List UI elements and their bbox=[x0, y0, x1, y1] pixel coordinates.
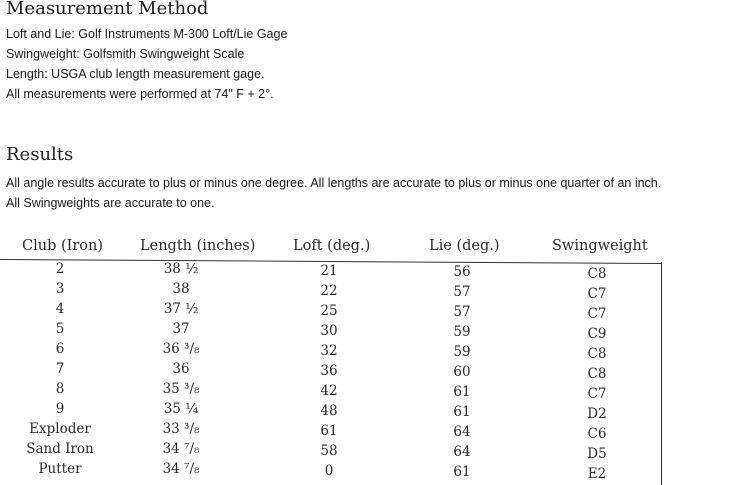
swingweight-cell: E2 bbox=[587, 466, 607, 482]
lie-cell: 61 bbox=[453, 404, 471, 420]
club-cell: 8 bbox=[55, 381, 65, 397]
club-cell: 7 bbox=[55, 361, 65, 377]
swingweight-column bbox=[570, 259, 624, 482]
club-cell: Putter bbox=[38, 461, 82, 477]
lie-cell: 60 bbox=[453, 364, 471, 380]
club-cell: 4 bbox=[55, 301, 65, 317]
swingweight-cell: C7 bbox=[587, 286, 607, 302]
loft-cell: 42 bbox=[320, 383, 338, 399]
lie-cell: 56 bbox=[453, 264, 471, 280]
lie-column bbox=[434, 259, 490, 479]
lie-cell: 61 bbox=[453, 384, 471, 400]
table-right-border bbox=[661, 262, 662, 485]
length-cell: 35 ³/₈ bbox=[162, 381, 200, 397]
results-heading: Results bbox=[6, 144, 74, 165]
length-cell: 38 bbox=[172, 281, 190, 297]
header-lie: Lie (deg.) bbox=[429, 238, 500, 254]
club-cell: 9 bbox=[55, 401, 65, 417]
lie-cell: 64 bbox=[453, 424, 471, 440]
swingweight-cell: C9 bbox=[587, 326, 607, 342]
club-cell: 6 bbox=[55, 341, 65, 357]
length-cell: 34 ⁷/₈ bbox=[162, 441, 200, 457]
method-line-swingweight: Swingweight: Golfsmith Swingweight Scale bbox=[6, 47, 245, 61]
loft-cell: 21 bbox=[320, 263, 338, 279]
swingweight-cell: C7 bbox=[587, 386, 607, 402]
loft-cell: 0 bbox=[324, 463, 334, 479]
lie-cell: 57 bbox=[453, 284, 471, 300]
swingweight-cell: C6 bbox=[587, 426, 607, 442]
length-column bbox=[136, 259, 226, 479]
length-cell: 35 ¼ bbox=[163, 401, 199, 417]
swingweight-cell: C8 bbox=[587, 366, 607, 382]
club-cell: Exploder bbox=[29, 421, 91, 437]
club-cell: 5 bbox=[55, 321, 65, 337]
length-cell: 38 ½ bbox=[163, 261, 199, 277]
method-line-length: Length: USGA club length measurement gage. bbox=[6, 67, 265, 81]
swingweight-cell: C8 bbox=[587, 266, 607, 282]
length-cell: 34 ⁷/₈ bbox=[162, 461, 200, 477]
loft-cell: 22 bbox=[320, 283, 338, 299]
lie-cell: 64 bbox=[453, 444, 471, 460]
length-cell: 37 bbox=[172, 321, 190, 337]
lie-cell: 57 bbox=[453, 304, 471, 320]
length-cell: 33 ³/₈ bbox=[162, 421, 200, 437]
length-cell: 37 ½ bbox=[163, 301, 199, 317]
measurement-method-heading: Measurement Method bbox=[6, 0, 209, 19]
club-cell: Sand Iron bbox=[26, 441, 94, 457]
method-line-temperature: All measurements were performed at 74" F + 2°. bbox=[6, 87, 274, 101]
loft-cell: 32 bbox=[320, 343, 338, 359]
club-column bbox=[2, 259, 118, 479]
swingweight-cell: D5 bbox=[587, 446, 607, 462]
loft-cell: 61 bbox=[320, 423, 338, 439]
club-cell: 2 bbox=[55, 261, 65, 277]
loft-cell: 58 bbox=[320, 443, 338, 459]
swingweight-cell: C8 bbox=[587, 346, 607, 362]
swingweight-cell: D2 bbox=[587, 406, 607, 422]
results-swingweight-accuracy-line: All Swingweights are accurate to one. bbox=[6, 196, 215, 210]
header-loft: Loft (deg.) bbox=[293, 238, 371, 254]
loft-column bbox=[302, 259, 356, 479]
lie-cell: 59 bbox=[453, 324, 471, 340]
loft-cell: 36 bbox=[320, 363, 338, 379]
results-accuracy-line: All angle results accurate to plus or minus one degree. All lengths are accurate to plus or minus one quarter of an inch. bbox=[6, 176, 662, 190]
swingweight-cell: C7 bbox=[587, 306, 607, 322]
lie-cell: 61 bbox=[453, 464, 471, 480]
lie-cell: 59 bbox=[453, 344, 471, 360]
method-line-loft-lie: Loft and Lie: Golf Instruments M-300 Loft/Lie Gage bbox=[6, 27, 288, 41]
loft-cell: 25 bbox=[320, 303, 338, 319]
header-swingweight: Swingweight bbox=[552, 238, 648, 254]
header-club: Club (Iron) bbox=[22, 238, 104, 254]
loft-cell: 30 bbox=[320, 323, 338, 339]
length-cell: 36 ³/₈ bbox=[162, 341, 200, 357]
club-cell: 3 bbox=[55, 281, 65, 297]
length-cell: 36 bbox=[172, 361, 190, 377]
loft-cell: 48 bbox=[320, 403, 338, 419]
header-length: Length (inches) bbox=[140, 238, 256, 254]
